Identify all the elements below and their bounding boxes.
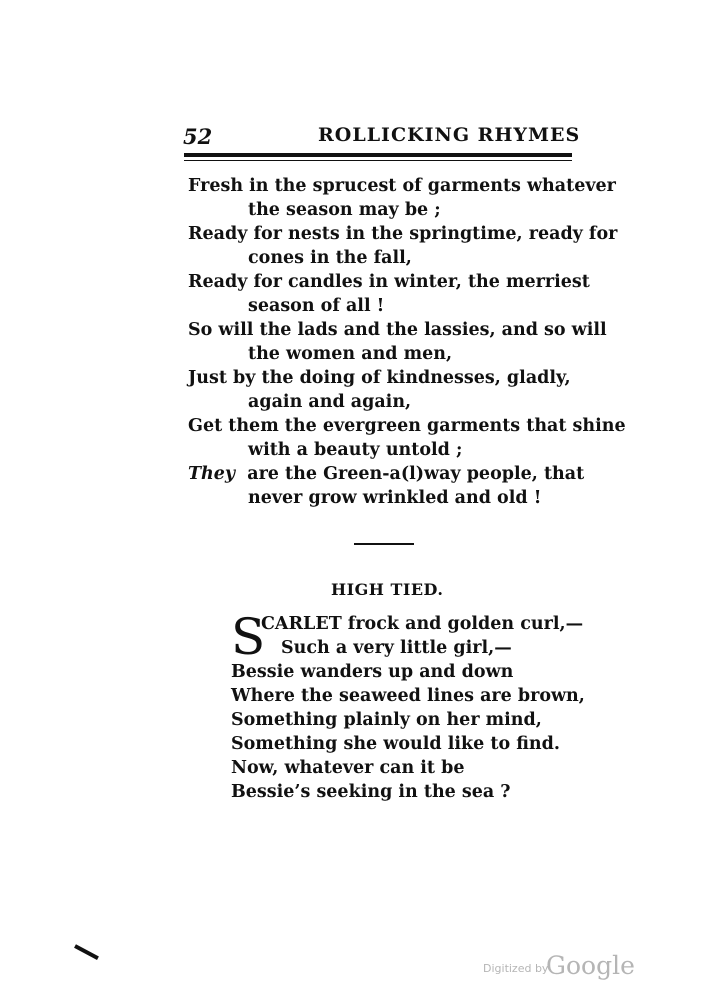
verse-line: Just by the doing of kindnesses, gladly, [188, 368, 571, 388]
verse-line-rest: are the Green-a(l)way people, that [247, 464, 585, 484]
verse-line: cones in the fall, [248, 248, 412, 268]
running-head: ROLLICKING RHYMES [318, 124, 581, 146]
poem-line: CARLET frock and golden curl,— [261, 614, 584, 634]
poem-title: HIGH TIED. [331, 580, 444, 599]
verse-line: never grow wrinkled and old ! [248, 488, 542, 508]
verse-line: Fresh in the sprucest of garments whatever [188, 176, 616, 196]
verse-line [188, 462, 588, 486]
emphasized-word: They [188, 464, 236, 484]
poem-line: Such a very little girl,— [281, 638, 512, 658]
poem-line: Where the seaweed lines are brown, [231, 686, 585, 706]
header-rule-thin [184, 160, 572, 161]
verse-line: season of all ! [248, 296, 385, 316]
poem-line: Bessie’s seeking in the sea ? [231, 782, 511, 802]
verse-line: the women and men, [248, 344, 453, 364]
poem-line: Something she would like to find. [231, 734, 560, 754]
page-number: 52 [183, 124, 213, 149]
verse-line: Ready for nests in the springtime, ready for [188, 224, 618, 244]
verse-line: the season may be ; [248, 200, 441, 220]
poem-line: Something plainly on her mind, [231, 710, 542, 730]
poem-block [231, 608, 611, 804]
scan-artifact-mark [74, 944, 99, 960]
drop-cap: S [231, 608, 266, 666]
digitized-by-label: Digitized by [483, 962, 549, 975]
verse-line: again and again, [248, 392, 412, 412]
poem-line: Now, whatever can it be [231, 758, 465, 778]
google-watermark: Google [546, 951, 635, 980]
verse-line: Get them the evergreen garments that shine [188, 416, 626, 436]
verse-block [188, 174, 626, 510]
poem-line: Bessie wanders up and down [231, 662, 514, 682]
verse-line: with a beauty untold ; [248, 440, 463, 460]
verse-line: So will the lads and the lassies, and so will [188, 320, 607, 340]
header-rule-thick [184, 153, 572, 157]
section-separator [354, 543, 414, 545]
verse-line: Ready for candles in winter, the merriest [188, 272, 590, 292]
